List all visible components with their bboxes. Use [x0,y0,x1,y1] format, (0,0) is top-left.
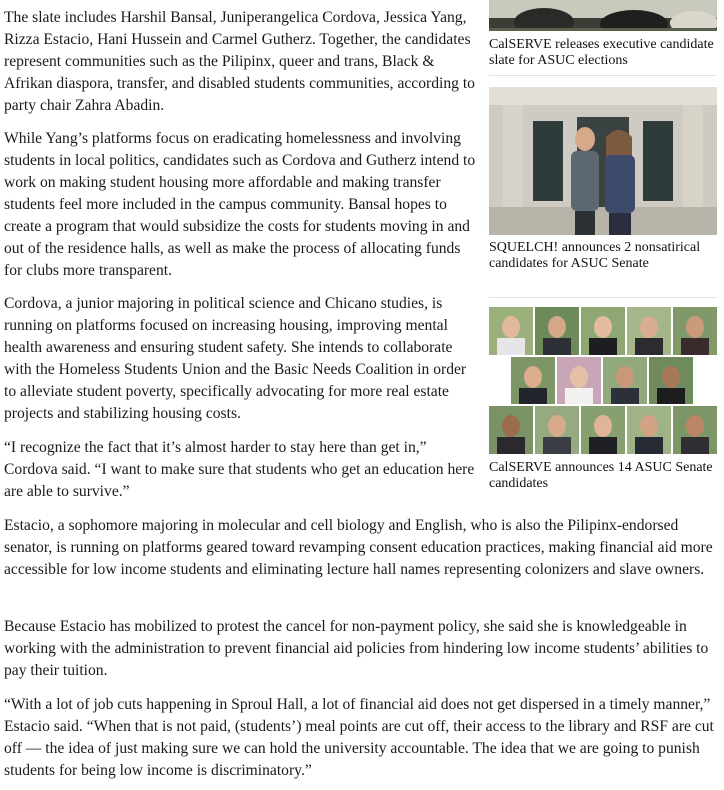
article-paragraph: Because Estacio has mobilized to protest the cancel for non-payment policy, she said she is knowledgeable in working with the administration to prevent financial aid policies from hindering low income students’ abilities to pay their tuition. [4,618,709,679]
sidebar-divider [489,297,717,298]
related-article-title[interactable]: CalSERVE announces 14 ASUC Senate candidates [489,460,713,491]
related-article-card[interactable] [489,87,717,272]
article-paragraph: “With a lot of job cuts happening in Sproul Hall, a lot of financial aid does not get dispersed in a timely manner,” Estacio said. “When that is not paid, (students’) meal points are cut off, their access to the library and RSF are cut off — the idea of just making sure we can hold the university accountable. The idea that we are going to punish students for being low income is discriminatory.” [4,696,714,779]
article-paragraph: While Yang’s platforms focus on eradicating homelessness and involving students in local politics, candidates such as Cordova and Gutherz intend to work on making student housing more affordable and making transfer students feel more included in the campus community. Bansal hopes to create a program that would subsidize the costs for students moving in and out of the residence halls, as well as make the process of allocating funds for clubs more transparent. [4,130,476,279]
sidebar-divider [489,75,717,76]
related-article-title[interactable]: CalSERVE releases executive candidate slate for ASUC elections [489,37,714,68]
related-article-card[interactable] [489,307,717,492]
article-paragraph: The slate includes Harshil Bansal, Juniperangelica Cordova, Jessica Yang, Rizza Estacio, Hani Hussein and Carmel Gutherz. Together, the candidates represent communities such as the Pilipinx, queer and trans, Black & Afrikan diaspora, transfer, and disabled students communities, according to party chair Zahra Abadin. [4,9,475,114]
article-paragraph: “I recognize the fact that it’s almost harder to stay here than get in,” Cordova said. “I want to make sure that students who get an education here are able to survive.” [4,439,475,500]
related-article-thumbnail[interactable] [489,0,717,31]
article-paragraph: Estacio, a sophomore majoring in molecular and cell biology and English, who is also the Pilipinx-endorsed senator, is running on platforms geared toward revamping consent education practices, making financial aid more accessible for low income students and eliminating lecture hall names representing colonizers and slave owners. [4,517,713,578]
related-article-title[interactable]: SQUELCH! announces 2 nonsatirical candidates for ASUC Senate [489,240,701,271]
related-article-thumbnail[interactable] [489,307,717,454]
related-article-thumbnail[interactable] [489,87,717,235]
article-paragraph: Cordova, a junior majoring in political science and Chicano studies, is running on platforms focused on increasing housing, improving mental health awareness and ensuring student safety. She intends to collaborate with the Homeless Students Union and the Basic Needs Coalition in order to alleviate student poverty, specifically advocating for more real estate projects and stabilizing housing costs. [4,295,467,422]
related-article-card[interactable] [489,0,717,69]
